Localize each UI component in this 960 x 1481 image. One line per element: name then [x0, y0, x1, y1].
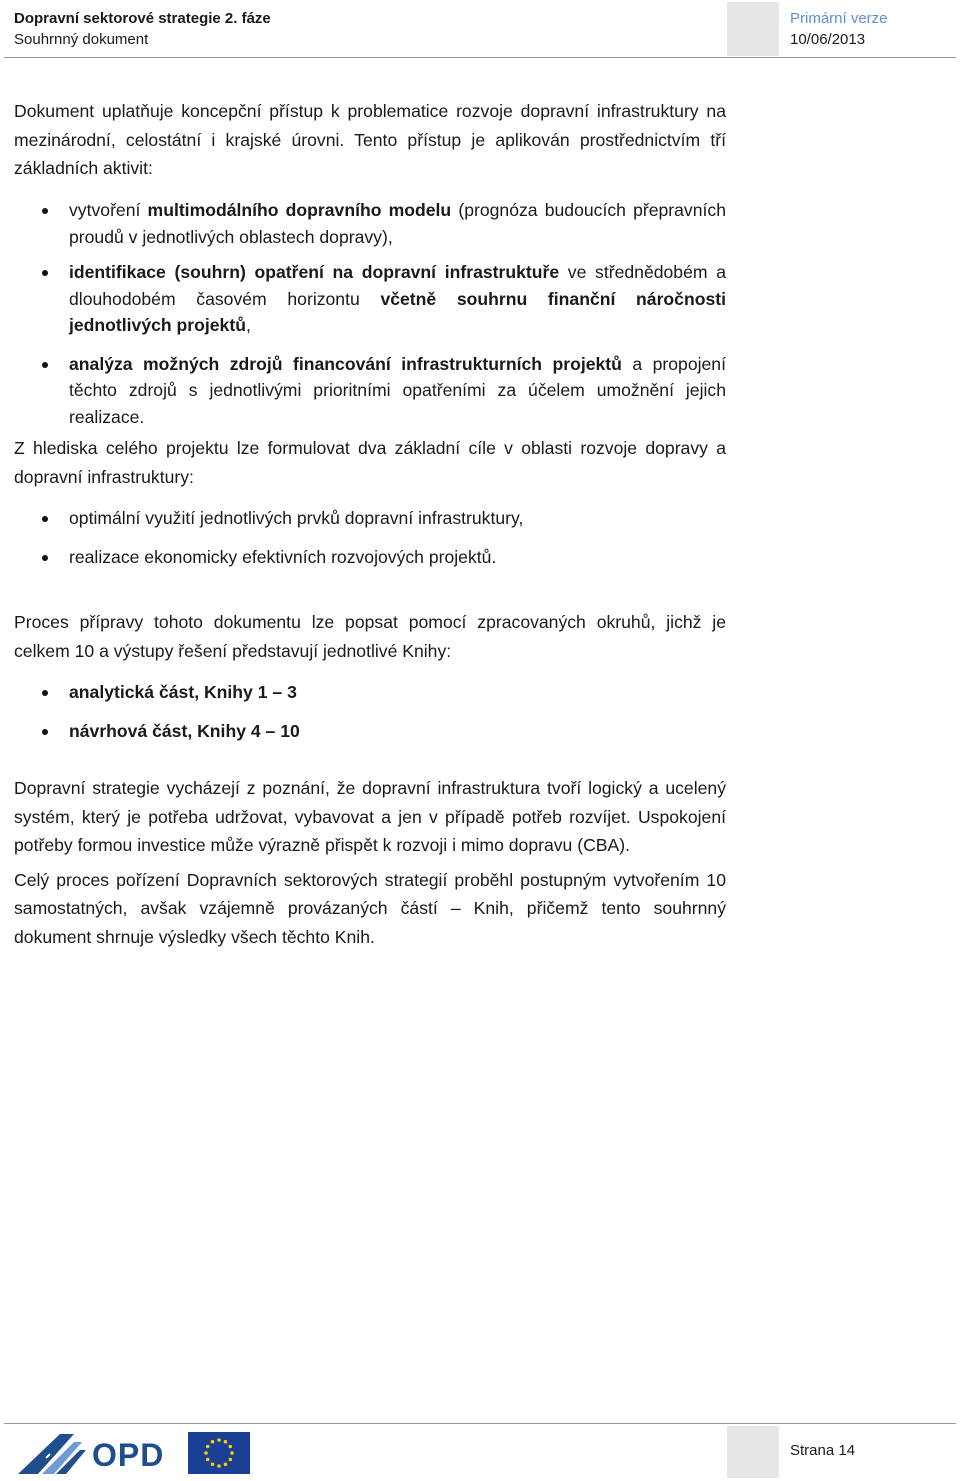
bullet-icon	[42, 690, 48, 696]
goals-list	[14, 505, 726, 570]
page-header	[0, 0, 960, 58]
document-series-title: Dopravní sektorové strategie 2. fáze	[14, 10, 271, 27]
footer-grey-block	[727, 1426, 779, 1478]
header-left	[14, 8, 271, 50]
bullet-icon	[42, 516, 48, 522]
opd-eu-logo	[16, 1428, 256, 1476]
list-item: návrhová část, Knihy 4 – 10	[14, 718, 726, 745]
document-subtitle: Souhrnný dokument	[14, 31, 149, 48]
closing-paragraph-2: Celý proces pořízení Dopravních sektorových strategií proběhl postupným vytvořením 10 samostatných, avšak vzájemně provázaných částí – Knih, přičemž tento souhrnný dokument shrnuje výsledky všech těchto Knih.	[14, 869, 726, 947]
list-item: analýza možných zdrojů financování infrastrukturních projektů a propojení těchto zdrojů s jednotlivými prioritními opatřeními za účelem umožnění jejich realizace.	[14, 351, 726, 431]
intro-section	[14, 97, 726, 183]
list-item: optimální využití jednotlivých prvků dopravní infrastruktury,	[14, 505, 726, 532]
process-paragraph: Proces přípravy tohoto dokumentu lze popsat pomocí zpracovaných okruhů, jichž je celkem 10 a výstupy řešení představují jednotlivé Knihy:	[14, 612, 726, 661]
bullet-icon	[42, 729, 48, 735]
process-section	[14, 608, 726, 665]
bullet-icon	[42, 555, 48, 561]
header-grey-block	[727, 2, 779, 56]
bullet-icon	[42, 362, 48, 368]
list-item: analytická část, Knihy 1 – 3	[14, 679, 726, 706]
closing-paragraph-1: Dopravní strategie vycházejí z poznání, že dopravní infrastruktura tvoří logický a ucelený systém, který je potřeba udržovat, vybavovat a jen v případě potřeb rozvíjet. Uspokojení potřeby formou investice může výrazně přispět k rozvoji i mimo dopravu (CBA).	[14, 778, 726, 855]
footer-divider	[4, 1423, 956, 1424]
opd-logo-icon	[16, 1428, 256, 1476]
bullet-icon	[42, 208, 48, 214]
page-number: Strana 14	[790, 1442, 856, 1459]
goals-section	[14, 434, 726, 491]
header-right	[790, 8, 888, 50]
version-label: Primární verze	[790, 10, 888, 27]
activity-list	[14, 197, 726, 430]
closing-section	[14, 774, 726, 951]
list-item: vytvoření multimodálního dopravního modelu (prognóza budoucích přepravních proudů v jednotlivých oblastech dopravy),	[14, 197, 726, 250]
list-item: realizace ekonomicky efektivních rozvojových projektů.	[14, 544, 726, 571]
document-date: 10/06/2013	[790, 31, 866, 48]
list-item: identifikace (souhrn) opatření na dopravní infrastruktuře ve střednědobém a dlouhodobém časovém horizontu včetně souhrnu finanční náročnosti jednotlivých projektů,	[14, 259, 726, 339]
intro-paragraph: Dokument uplatňuje koncepční přístup k problematice rozvoje dopravní infrastruktury na mezinárodní, celostátní i krajské úrovni. Tento přístup je aplikován prostřednictvím tří základních aktivit:	[14, 101, 726, 178]
books-list	[14, 679, 726, 744]
bullet-icon	[42, 270, 48, 276]
goals-paragraph: Z hlediska celého projektu lze formulovat dva základní cíle v oblasti rozvoje dopravy a dopravní infrastruktury:	[14, 438, 726, 487]
header-divider	[4, 57, 956, 58]
svg-text:OPD: OPD	[92, 1437, 165, 1473]
